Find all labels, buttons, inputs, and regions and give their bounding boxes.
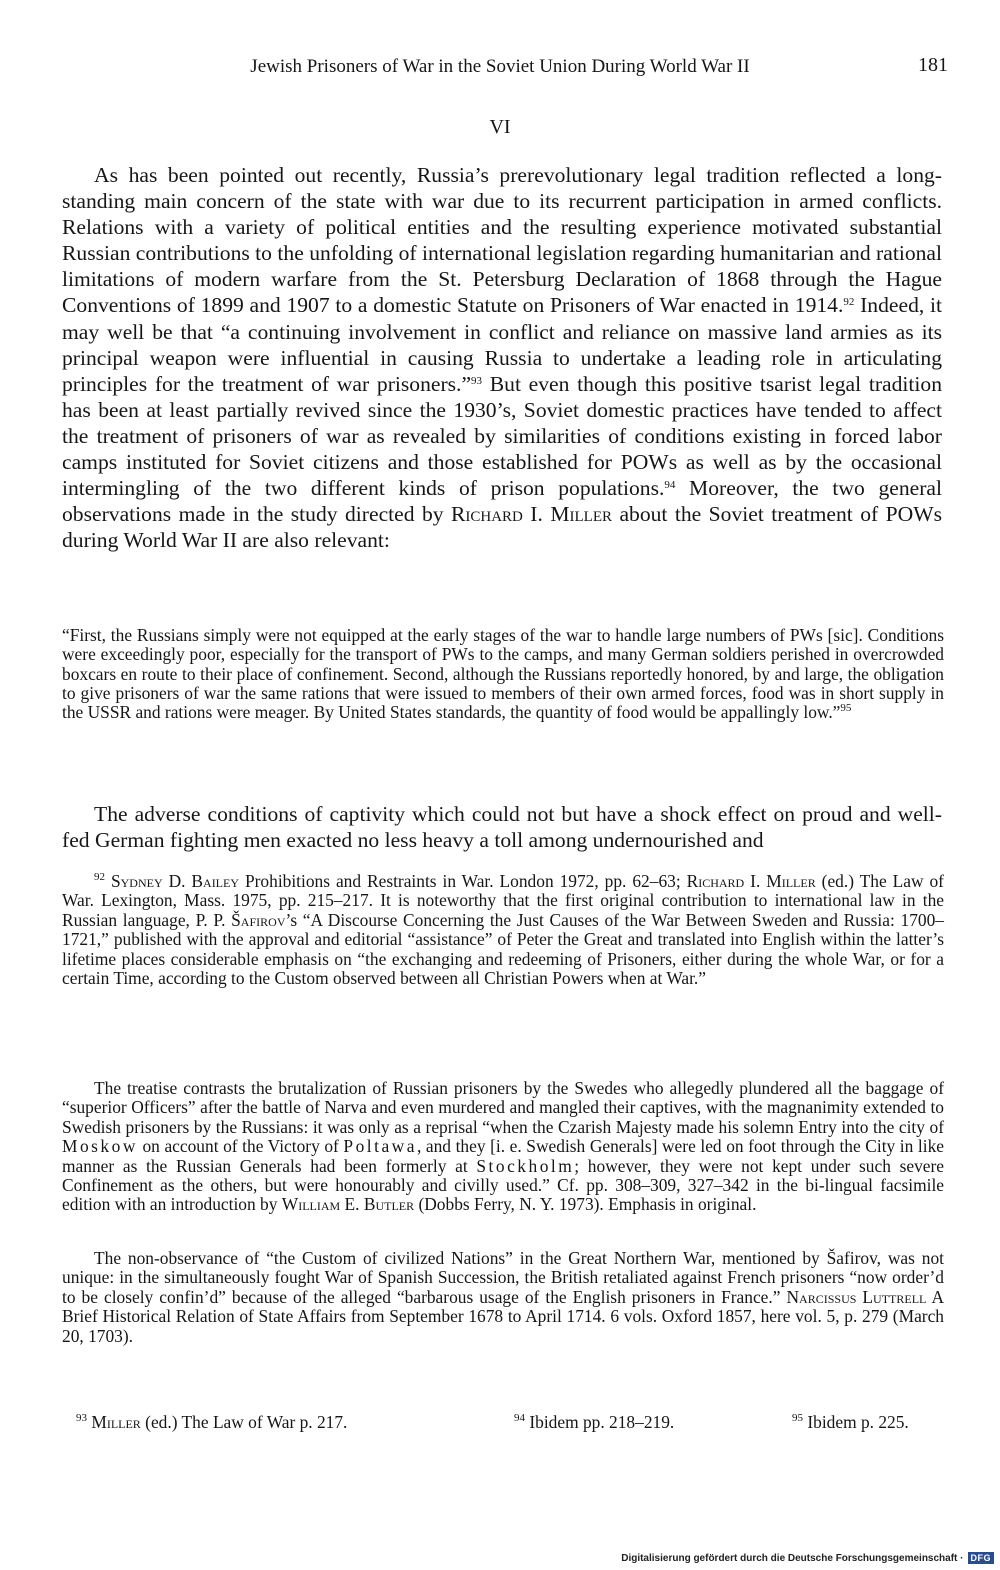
para1-text: about the Soviet treatment of POWs during World War II are also relevant: xyxy=(62,502,943,553)
author-name: Šafirov xyxy=(231,909,286,930)
note-text: (ed.) The Law of War p. 217. xyxy=(140,1412,348,1432)
note-text: on account of the Victory of xyxy=(137,1136,344,1157)
digitization-credit xyxy=(621,1551,994,1565)
credit-text: Digitalisierung gefördert durch die Deutsche Forschungsgemeinschaft · xyxy=(621,1552,964,1564)
footnote-93 xyxy=(76,1412,347,1433)
footnote-number: 92 xyxy=(94,871,105,883)
author-name: Sydney D. Bailey xyxy=(110,871,240,891)
spaced-word: Stockholm xyxy=(476,1155,575,1176)
footnote-number: 94 xyxy=(514,1412,525,1424)
footnote-ref-95: 95 xyxy=(840,702,852,715)
author-name: William E. Butler xyxy=(281,1194,415,1215)
para1-text: Indeed, it may well be that “a continuing involvement in conflict and reliance on massive land armies as its principal weapon were influential in causing Russia to undertake a leading role in articulating principles for the treatment of war prisoners.” xyxy=(62,293,942,396)
body-paragraph-1 xyxy=(62,162,942,553)
body-paragraph-2 xyxy=(62,801,942,853)
footnote-ref-93: 93 xyxy=(471,374,483,387)
author-name: Richard I. Miller xyxy=(686,871,816,891)
footnote-number: 95 xyxy=(792,1412,803,1424)
note-text: (ed.) The Law of War. Lexington, Mass. 1975, pp. 215–217. It is noteworthy that the first original contribution to international law in the Russian language, P. P. xyxy=(62,871,944,930)
footnote-ref-92: 92 xyxy=(843,296,855,309)
note-text: Prohibitions and Restraints in War. London 1972, pp. 62–63; xyxy=(239,871,687,891)
note-text: (Dobbs Ferry, N. Y. 1973). Emphasis in original. xyxy=(414,1194,757,1215)
note-text: The treatise contrasts the brutalization of Russian prisoners by the Swedes who allegedly plundered all the baggage of “superior Officers” after the battle of Narva and even murdered and mangled their captives, with the magnanimity extended to Swedish prisoners by the Russians: it was only as a reprisal “when the Czarish Majesty made his solemn Entry into the city of xyxy=(62,1078,944,1137)
footnote-row xyxy=(62,1412,962,1434)
para2-text: The adverse conditions of captivity which could not but have a shock effect on proud and well-fed German fighting men exacted no less heavy a toll among undernourished and xyxy=(62,802,942,853)
footnote-ref-94: 94 xyxy=(664,479,676,492)
spaced-word: Poltawa xyxy=(343,1136,417,1157)
author-name: Richard I. Miller xyxy=(450,502,613,527)
footnote-95 xyxy=(792,1412,909,1433)
para1-text: As has been pointed out recently, Russia’s prerevolutionary legal tradition reflected a long-standing main concern of the state with war due to its recurrent participation in armed conflicts. Relations with a variety of political entities and the resulting experience motivated substantial Russian contributions to the unfolding of international legislation regarding humanitarian and rational limitations of modern warfare from the St. Petersburg Declaration of 1868 through the Hague Conventions of 1899 and 1907 to a domestic Statute on Prisoners of War enacted in 1914. xyxy=(62,163,942,318)
note-text: A Brief Historical Relation of State Affairs from September 1678 to April 1714. 6 vols. Oxford 1857, here vol. 5, p. 279 (March 20, 1703). xyxy=(62,1286,945,1346)
footnote-94 xyxy=(514,1412,674,1433)
note-text: The non-observance of “the Custom of civilized Nations” in the Great Northern War, mentioned by Šafirov, was not unique: in the simultaneously fought War of Spanish Succession, the British retaliated against French prisoners “now order’d to be closely confin’d” because of the alleged “barbarous usage of the English prisoners in France.” xyxy=(62,1248,944,1307)
spaced-word: Moskow xyxy=(62,1136,138,1157)
page-number: 181 xyxy=(918,54,948,76)
dfg-logo: DFG xyxy=(968,1552,995,1564)
block-quote xyxy=(62,626,944,722)
footnote-number: 93 xyxy=(76,1412,87,1424)
page-header xyxy=(0,56,1000,86)
footnote-92-continued xyxy=(62,1079,944,1215)
author-name: Miller xyxy=(91,1412,141,1432)
footnote-92 xyxy=(62,872,944,988)
note-text: , and they [i. e. Swedish Generals] were led on foot through the City in like manner as the Russian Generals had been formerly at xyxy=(62,1136,944,1176)
running-title: Jewish Prisoners of War in the Soviet Union During World War II xyxy=(250,56,750,77)
para1-text: Moreover, the two general observations made in the study directed by xyxy=(62,476,942,527)
author-name: Narcissus Luttrell xyxy=(786,1286,927,1307)
note-text: ; however, they were not kept under such severe Confinement as the others, but were honourably and civilly used.” Cf. pp. 308–309, 327–342 in the bi-lingual facsimile edition with an introduction by xyxy=(62,1155,944,1215)
para1-text: But even though this positive tsarist legal tradition has been at least partially revived since the 1930’s, Soviet domestic practices have tended to affect the treatment of prisoners of war as revealed by similarities of conditions existing in forced labor camps instituted for Soviet citizens and those established for POWs as well as by the occasional intermingling of the two different kinds of prison populations. xyxy=(62,371,942,501)
section-heading: VI xyxy=(489,116,511,138)
note-text: Ibidem p. 225. xyxy=(803,1412,909,1432)
note-text: ’s “A Discourse Concerning the Just Causes of the War Between Sweden and Russia: 1700–1721,” published with the approval and editorial “assistance” of Peter the Great and translated into English within the latter’s lifetime places considerable emphasis on “the exchanging and redeeming of Prisoners, either during the whole War, or for a certain Time, according to the Custom observed between all Christian Powers when at War.” xyxy=(62,909,944,989)
footnote-92-continued-2 xyxy=(62,1249,944,1346)
quote-text: “First, the Russians simply were not equipped at the early stages of the war to handle large numbers of PWs [sic]. Conditions were exceedingly poor, especially for the transport of PWs to the camps, and many German soldiers perished in overcrowded boxcars en route to their place of confinement. Second, although the Russians reportedly honored, by and large, the obligation to give prisoners of war the same rations that were issued to members of their own armed forces, food was in short supply in the USSR and rations were meager. By United States standards, the quantity of food would be appallingly low.” xyxy=(62,625,944,723)
note-text: Ibidem pp. 218–219. xyxy=(525,1412,675,1432)
